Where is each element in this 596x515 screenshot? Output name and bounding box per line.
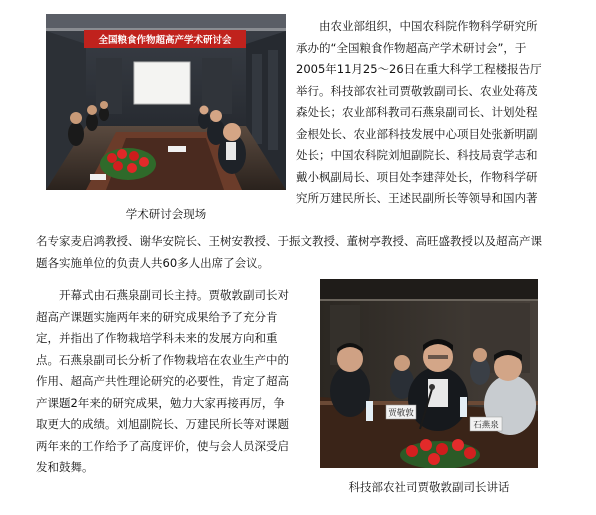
paragraph-line: 名专家麦启鸿教授、谢华安院长、王树安教授、于振文教授、董树亭教授、高旺盛教授以及超高产课 — [36, 234, 542, 248]
conference-hall-photo — [46, 14, 286, 190]
speaker-scene — [320, 279, 538, 468]
paragraph-line: 金根处长、农业部科技发展中心项目处张新明副 — [296, 126, 538, 141]
conference-hall-scene — [46, 14, 286, 190]
intro-paragraph-continued — [36, 231, 542, 274]
paragraph-line: 点。石燕泉副司长分析了作物栽培在农业生产中的 — [36, 352, 289, 367]
paragraph-line: 超高产课题实施两年来的研究成果给予了充分肯 — [36, 309, 278, 324]
nameplate-right: 石燕泉 — [473, 420, 499, 431]
paragraph-line: 2005年11月25～26日在重大科学工程楼报告厅 — [296, 62, 542, 76]
paragraph-line: 作用、超高产共性理论研究的必要性，肯定了超高 — [36, 374, 289, 388]
paragraph-line: 产课题2年来的研究成果，勉力大家再接再厉，争 — [36, 395, 285, 410]
paragraph-line: 处长；中国农科院刘旭副院长、科技局袁学志和 — [296, 148, 538, 162]
opening-paragraph — [36, 285, 289, 479]
paragraph-line: 题各实施单位的负责人共60多人出席了会议。 — [36, 255, 270, 270]
paragraph-line: 发和鼓舞。 — [36, 460, 94, 474]
intro-paragraph — [296, 16, 542, 210]
paragraph-line: 究所万建民所长、王述民副所长等领导和国内著 — [296, 191, 538, 205]
paragraph-line: 戴小枫副局长、项目处李建萍处长，作物科学研 — [296, 169, 538, 184]
flower-arrangement — [100, 148, 156, 180]
banner-text: 全国粮食作物超高产学术研讨会 — [98, 35, 232, 46]
paragraph-line: 举行。科技部农社司贾敬敦副司长、农业处蒋茂 — [296, 83, 538, 98]
paragraph-line: 森处长；农业部科教司石燕泉副司长、计划处程 — [296, 105, 538, 119]
photo1-caption: 学术研讨会现场 — [125, 207, 207, 221]
nameplate-speaker: 贾敬敦 — [388, 408, 414, 419]
projection-screen — [134, 62, 190, 104]
photo2-caption: 科技部农社司贾敬敦副司长讲话 — [348, 480, 510, 494]
paragraph-line: 定，并指出了作物栽培学科未来的发展方向和重 — [36, 331, 278, 345]
paragraph-line: 开幕式由石燕泉副司长主持。贾敬敦副司长对 — [59, 288, 289, 302]
paragraph-line: 取更大的成绩。刘旭副院长、万建民所长等对课题 — [36, 417, 289, 431]
paragraph-line: 承办的“全国粮食作物超高产学术研讨会”，于 — [296, 40, 527, 55]
paragraph-line: 两年来的工作给予了高度评价，使与会人员深受启 — [36, 438, 289, 453]
speaker-photo — [320, 279, 538, 468]
paragraph-line: 由农业部组织，中国农科院作物科学研究所 — [319, 19, 538, 33]
